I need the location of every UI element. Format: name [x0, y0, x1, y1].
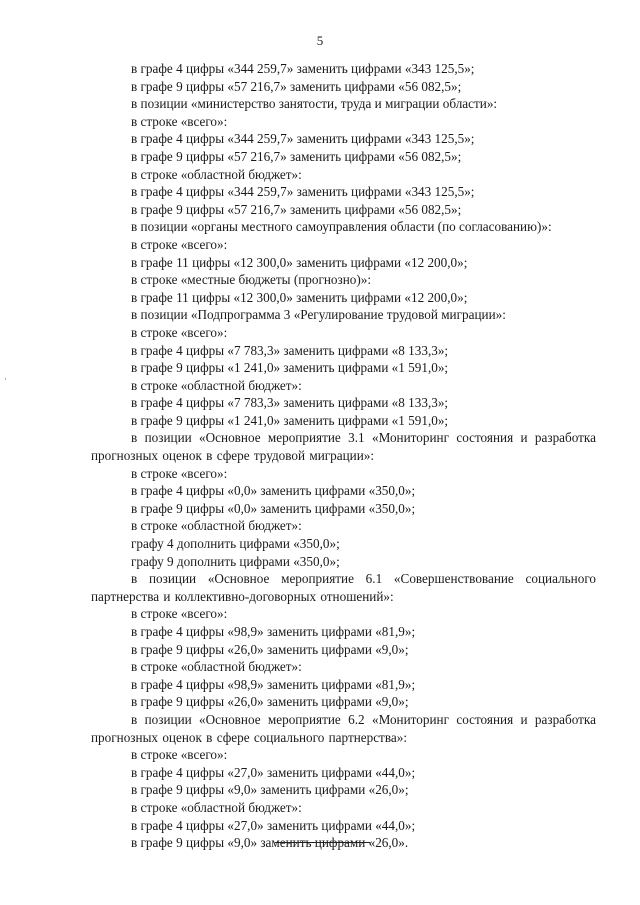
text-line-33: в графе 9 цифры «26,0» заменить цифрами «9,0»; [131, 694, 409, 710]
text-line-8: в графе 4 цифры «344 259,7» заменить цифрами «343 125,5»; [131, 184, 475, 200]
text-line-25: в строке «областной бюджет»: [131, 518, 302, 534]
text-line-34: в строке «всего»: [131, 747, 228, 763]
margin-mark: · [4, 374, 7, 384]
text-paragraph-3: в позиции «Основное мероприятие 6.2 «Мониторинг состояния и разработка прогнозных оценок в сфере социального партнерства»: [91, 711, 596, 745]
text-line-35: в графе 4 цифры «27,0» заменить цифрами «44,0»; [131, 764, 416, 780]
text-line-26: графу 4 дополнить цифрами «350,0»; [131, 536, 340, 552]
text-line-19: в строке «областной бюджет»: [131, 377, 302, 393]
text-line-18: в графе 9 цифры «1 241,0» заменить цифрами «1 591,0»; [131, 360, 449, 376]
text-paragraph-1: в позиции «Основное мероприятие 3.1 «Мониторинг состояния и разработка прогнозных оценок в сфере трудовой миграции»: [91, 430, 596, 464]
text-line-31: в строке «областной бюджет»: [131, 659, 302, 675]
text-line-14: в графе 11 цифры «12 300,0» заменить цифрами «12 200,0»; [131, 289, 468, 305]
text-line-3: в позиции «министерство занятости, труда и миграции области»: [131, 96, 498, 112]
text-line-6: в графе 9 цифры «57 216,7» заменить цифрами «56 082,5»; [131, 148, 462, 164]
text-line-17: в графе 4 цифры «7 783,3» заменить цифрами «8 133,3»; [131, 342, 449, 358]
text-line-13: в строке «местные бюджеты (прогнозно)»: [131, 272, 372, 288]
end-of-text-divider [275, 842, 370, 843]
text-line-38: в графе 4 цифры «27,0» заменить цифрами «44,0»; [131, 817, 416, 833]
text-line-12: в графе 11 цифры «12 300,0» заменить цифрами «12 200,0»; [131, 254, 468, 270]
text-line-21: в графе 9 цифры «1 241,0» заменить цифрами «1 591,0»; [131, 412, 449, 428]
text-line-9: в графе 9 цифры «57 216,7» заменить цифрами «56 082,5»; [131, 201, 462, 217]
text-line-24: в графе 9 цифры «0,0» заменить цифрами «350,0»; [131, 500, 416, 516]
text-line-16: в строке «всего»: [131, 324, 228, 340]
document-body [91, 60, 596, 852]
text-line-39: в графе 9 цифры «9,0» заменить цифрами «26,0». [131, 835, 409, 851]
text-line-20: в графе 4 цифры «7 783,3» заменить цифрами «8 133,3»; [131, 395, 449, 411]
text-line-27: графу 9 дополнить цифрами «350,0»; [131, 553, 340, 569]
text-line-7: в строке «областной бюджет»: [131, 166, 302, 182]
text-line-37: в строке «областной бюджет»: [131, 799, 302, 815]
text-line-36: в графе 9 цифры «9,0» заменить цифрами «26,0»; [131, 782, 409, 798]
text-line-10: в позиции «органы местного самоуправления области (по согласованию)»: [131, 219, 552, 235]
text-paragraph-2: в позиции «Основное мероприятие 6.1 «Совершенствование социального партнерства и коллективно-договорных отношений»: [91, 571, 596, 604]
text-line-23: в графе 4 цифры «0,0» заменить цифрами «350,0»; [131, 483, 416, 499]
text-line-30: в графе 9 цифры «26,0» заменить цифрами «9,0»; [131, 641, 409, 657]
text-line-28: в строке «всего»: [131, 606, 228, 622]
text-line-4: в строке «всего»: [131, 113, 228, 129]
text-line-32: в графе 4 цифры «98,9» заменить цифрами «81,9»; [131, 676, 416, 692]
page-number: 5 [316, 33, 324, 48]
text-line-29: в графе 4 цифры «98,9» заменить цифрами «81,9»; [131, 624, 416, 639]
text-line-1: в графе 4 цифры «344 259,7» заменить цифрами «343 125,5»; [131, 61, 475, 76]
text-line-11: в строке «всего»: [131, 236, 228, 252]
text-line-5: в графе 4 цифры «344 259,7» заменить цифрами «343 125,5»; [131, 131, 475, 147]
text-line-22: в строке «всего»: [131, 465, 228, 481]
text-line-2: в графе 9 цифры «57 216,7» заменить цифрами «56 082,5»; [131, 78, 462, 94]
text-line-15: в позиции «Подпрограмма 3 «Регулирование трудовой миграции»: [131, 307, 506, 323]
